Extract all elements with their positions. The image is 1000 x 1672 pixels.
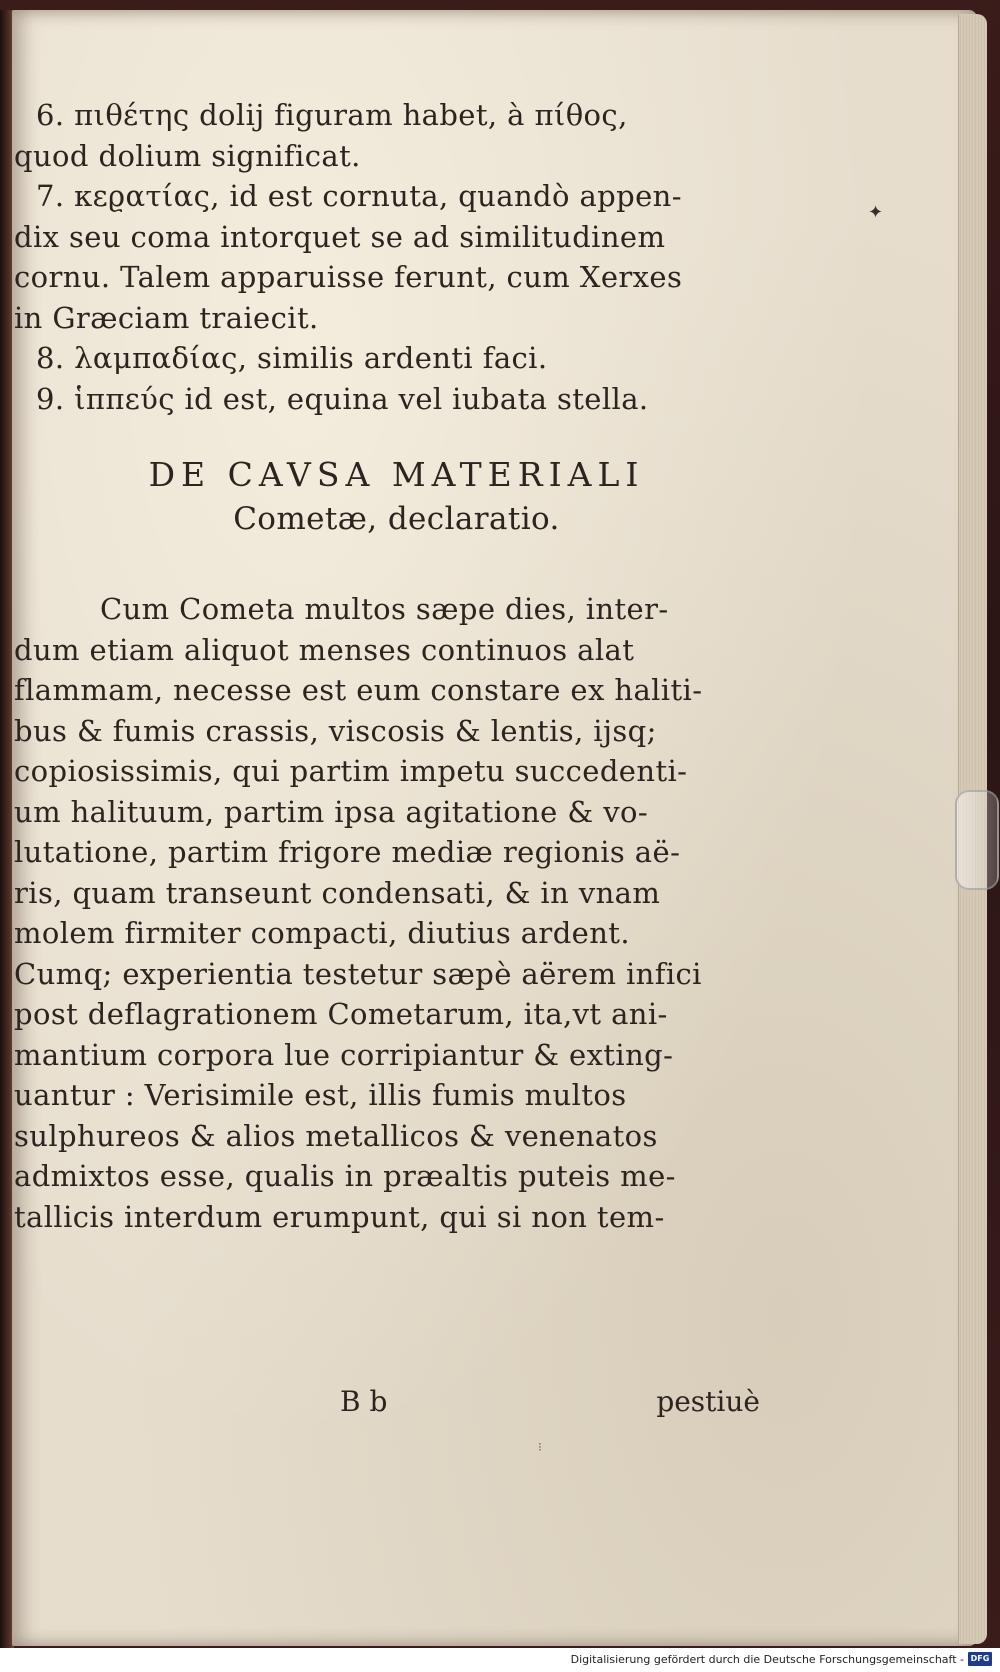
dfg-logo: DFG (968, 1652, 992, 1666)
text-line: 6. πιθέτης dolij figuram habet, à πίθος, (36, 98, 628, 132)
page-text (14, 95, 779, 1237)
text-line: mantium corpora lue corripiantur & exting- (14, 1037, 674, 1072)
text-line: cornu. Talem apparuisse ferunt, cum Xerxes (14, 260, 683, 294)
section-heading: DE CAVSA MATERIALI (148, 455, 645, 494)
text-line: flammam, necesse est eum constare ex haliti- (14, 673, 703, 707)
signature-mark: B b (340, 1385, 388, 1418)
text-line: uantur : Verisimile est, illis fumis multos (14, 1078, 627, 1112)
text-line: 7. κεϱατίας, id est cornuta, quandò appen- (36, 179, 682, 213)
credit-text: Digitalisierung gefördert durch die Deutsche Forschungsgemeinschaft - (570, 1653, 964, 1666)
catchword: pestiuè (656, 1385, 760, 1418)
text-line: in Græciam traiecit. (14, 300, 319, 335)
text-line: 9. ἱππεύς id est, equina vel iubata stella. (36, 381, 649, 416)
text-line: lutatione, partim frigore mediæ regionis aë- (14, 835, 681, 869)
text-line: sulphureos & alios metallicos & venenatos (14, 1118, 658, 1153)
printer-mark: ⁝ (538, 1440, 542, 1454)
text-line: dix seu coma intorquet se ad similitudinem (14, 219, 666, 254)
text-line: ris, quam transeunt condensati, & in vnam (14, 875, 661, 910)
text-line: quod dolium significat. (14, 138, 361, 173)
page-footer (340, 1382, 760, 1422)
text-line: bus & fumis crassis, viscosis & lentis, ijsq; (14, 713, 657, 748)
text-line: 8. λαμπαδίας, similis ardenti faci. (36, 341, 548, 375)
text-line: tallicis interdum erumpunt, qui si non tem- (14, 1199, 665, 1234)
clip-clasp (955, 790, 999, 890)
text-line: post deflagrationem Cometarum, ita,vt ani- (14, 997, 668, 1031)
text-line: um halituum, partim ipsa agitatione & vo- (14, 794, 649, 829)
text-line: dum etiam aliquot menses continuos alat (14, 632, 635, 667)
text-line: copiosissimis, qui partim impetu succedenti- (14, 754, 688, 788)
text-line: molem firmiter compacti, diutius ardent. (14, 916, 630, 950)
text-line: Cumq; experientia testetur sæpè aërem infici (14, 956, 702, 991)
text-line: Cum Cometa multos sæpe dies, inter- (100, 592, 669, 626)
margin-mark: ✦ (868, 202, 884, 223)
text-line: admixtos esse, qualis in præaltis puteis me- (14, 1159, 676, 1193)
section-subheading: Cometæ, declaratio. (233, 501, 560, 537)
